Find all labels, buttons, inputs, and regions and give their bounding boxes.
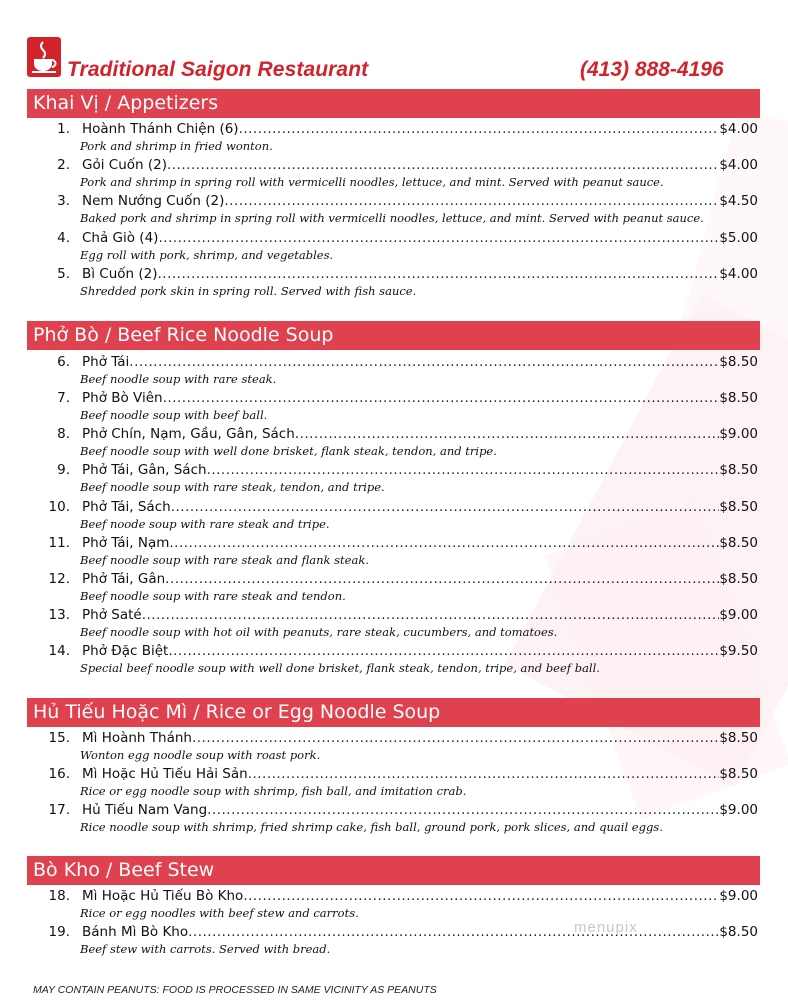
item-number: 5. [57, 266, 70, 282]
menu-item [36, 156, 758, 192]
dot-leader [295, 425, 720, 443]
item-price: $8.50 [719, 390, 758, 406]
item-name: Phở Chín, Nạm, Gầu, Gân, Sách [82, 426, 295, 442]
item-name: Phở Tái, Gân, Sách [82, 462, 207, 478]
item-name: Hủ Tiếu Nam Vang [82, 802, 208, 818]
menu-item [36, 389, 758, 425]
item-name: Phở Tái [82, 354, 130, 370]
allergy-notice: MAY CONTAIN PEANUTS: FOOD IS PROCESSED IN SAME VICINITY AS PEANUTS [33, 984, 437, 996]
item-description: Rice noodle soup with shrimp, fried shrimp cake, fish ball, ground pork, pork slices, and quail eggs. [80, 820, 663, 834]
item-description: Beef noodle soup with rare steak and tendon. [80, 589, 346, 603]
section-header-rice-egg-noodle-soup: Hủ Tiếu Hoặc Mì / Rice or Egg Noodle Soup [27, 698, 760, 727]
dot-leader [158, 265, 720, 283]
item-name: Chả Giò (4) [82, 230, 159, 246]
item-price: $8.50 [719, 354, 758, 370]
item-price: $8.50 [719, 535, 758, 551]
item-name: Gỏi Cuốn (2) [82, 157, 167, 173]
item-description: Beef noodle soup with rare steak and flank steak. [80, 553, 369, 567]
menu-item [36, 498, 758, 534]
section-header-beef-stew: Bò Kho / Beef Stew [27, 856, 760, 885]
item-price: $5.00 [719, 230, 758, 246]
item-number: 11. [48, 535, 70, 551]
section-header-beef-noodle-soup: Phở Bò / Beef Rice Noodle Soup [27, 321, 760, 350]
item-price: $4.50 [719, 193, 758, 209]
menu-item [36, 534, 758, 570]
item-price: $4.00 [719, 266, 758, 282]
dot-leader [171, 498, 720, 516]
item-description: Shredded pork skin in spring roll. Served with fish sauce. [80, 284, 417, 298]
item-description: Beef noodle soup with well done brisket, flank steak, tendon, and tripe. [80, 444, 497, 458]
dot-leader [163, 389, 720, 407]
menu-item [36, 801, 758, 837]
item-price: $8.50 [719, 730, 758, 746]
item-number: 4. [57, 230, 70, 246]
item-price: $9.00 [719, 426, 758, 442]
item-price: $8.50 [719, 571, 758, 587]
item-name: Phở Saté [82, 607, 142, 623]
item-description: Beef noode soup with rare steak and tripe. [80, 517, 330, 531]
item-name: Mì Hoặc Hủ Tiếu Bò Kho [82, 888, 244, 904]
item-price: $8.50 [719, 462, 758, 478]
section-header-appetizers: Khai Vị / Appetizers [27, 89, 760, 118]
menu-item [36, 192, 758, 228]
menu-item [36, 120, 758, 156]
item-name: Mì Hoặc Hủ Tiếu Hải Sản [82, 766, 248, 782]
item-description: Rice or egg noodles with beef stew and carrots. [80, 906, 359, 920]
coffee-cup-logo-icon [27, 37, 61, 77]
dot-leader [158, 229, 719, 247]
item-number: 19. [48, 924, 70, 940]
item-name: Phở Tái, Sách [82, 499, 171, 515]
item-number: 8. [57, 426, 70, 442]
item-number: 17. [48, 802, 70, 818]
item-number: 9. [57, 462, 70, 478]
item-name: Phở Bò Viên [82, 390, 163, 406]
menu-item [36, 353, 758, 389]
item-description: Rice or egg noodle soup with shrimp, fish ball, and imitation crab. [80, 784, 467, 798]
dot-leader [224, 192, 719, 210]
item-price: $8.50 [719, 924, 758, 940]
item-number: 3. [57, 193, 70, 209]
item-price: $9.00 [719, 802, 758, 818]
item-price: $8.50 [719, 766, 758, 782]
menu-item [36, 570, 758, 606]
item-number: 7. [57, 390, 70, 406]
item-price: $9.00 [719, 607, 758, 623]
phone-number: (413) 888-4196 [580, 58, 724, 81]
item-description: Beef noodle soup with rare steak. [80, 372, 277, 386]
dot-leader [165, 570, 719, 588]
item-number: 14. [48, 643, 70, 659]
item-name: Bánh Mì Bò Kho [82, 924, 189, 940]
item-description: Beef noodle soup with hot oil with peanuts, rare steak, cucumbers, and tomatoes. [80, 625, 558, 639]
item-price: $8.50 [719, 499, 758, 515]
item-name: Phở Tái, Gân [82, 571, 166, 587]
item-description: Beef stew with carrots. Served with bread. [80, 942, 331, 956]
item-name: Bì Cuốn (2) [82, 266, 158, 282]
item-price: $9.50 [719, 643, 758, 659]
item-number: 13. [48, 607, 70, 623]
item-description: Baked pork and shrimp in spring roll with vermicelli noodles, lettuce, and mint. Served with peanut sauce. [80, 211, 704, 225]
item-number: 1. [57, 121, 70, 137]
item-name: Mì Hoành Thánh [82, 730, 192, 746]
item-name: Phở Tái, Nạm [82, 535, 170, 551]
item-number: 15. [48, 730, 70, 746]
item-description: Beef noodle soup with rare steak, tendon, and tripe. [80, 480, 385, 494]
item-price: $4.00 [719, 121, 758, 137]
item-number: 6. [57, 354, 70, 370]
dot-leader [142, 606, 720, 624]
item-price: $4.00 [719, 157, 758, 173]
menu-item [36, 729, 758, 765]
dot-leader [207, 461, 720, 479]
menu-item [36, 642, 758, 678]
dot-leader [207, 801, 719, 819]
dot-leader [129, 353, 719, 371]
dot-leader [248, 765, 720, 783]
item-name: Nem Nướng Cuốn (2) [82, 193, 225, 209]
menu-item [36, 606, 758, 642]
item-number: 2. [57, 157, 70, 173]
menu-item [36, 765, 758, 801]
menu-item [36, 461, 758, 497]
menu-item [36, 887, 758, 923]
dot-leader [188, 923, 719, 941]
item-name: Phở Đặc Biệt [82, 643, 169, 659]
item-number: 10. [48, 499, 70, 515]
watermark: menupix [574, 919, 638, 936]
menu-item [36, 425, 758, 461]
item-description: Special beef noodle soup with well done brisket, flank steak, tendon, tripe, and beef ball. [80, 661, 600, 675]
item-number: 18. [48, 888, 70, 904]
item-number: 12. [48, 571, 70, 587]
restaurant-title: Traditional Saigon Restaurant [67, 58, 369, 81]
item-description: Wonton egg noodle soup with roast pork. [80, 748, 321, 762]
dot-leader [243, 887, 719, 905]
dot-leader [192, 729, 719, 747]
dot-leader [169, 534, 719, 552]
menu-item [36, 265, 758, 301]
dot-leader [167, 156, 719, 174]
menu-item [36, 229, 758, 265]
item-description: Egg roll with pork, shrimp, and vegetables. [80, 248, 334, 262]
item-number: 16. [48, 766, 70, 782]
dot-leader [239, 120, 720, 138]
dot-leader [168, 642, 719, 660]
item-name: Hoành Thánh Chiện (6) [82, 121, 239, 137]
menu-item [36, 923, 758, 959]
item-price: $9.00 [719, 888, 758, 904]
item-description: Pork and shrimp in fried wonton. [80, 139, 273, 153]
item-description: Beef noodle soup with beef ball. [80, 408, 268, 422]
item-description: Pork and shrimp in spring roll with vermicelli noodles, lettuce, and mint. Served with peanut sauce. [80, 175, 664, 189]
